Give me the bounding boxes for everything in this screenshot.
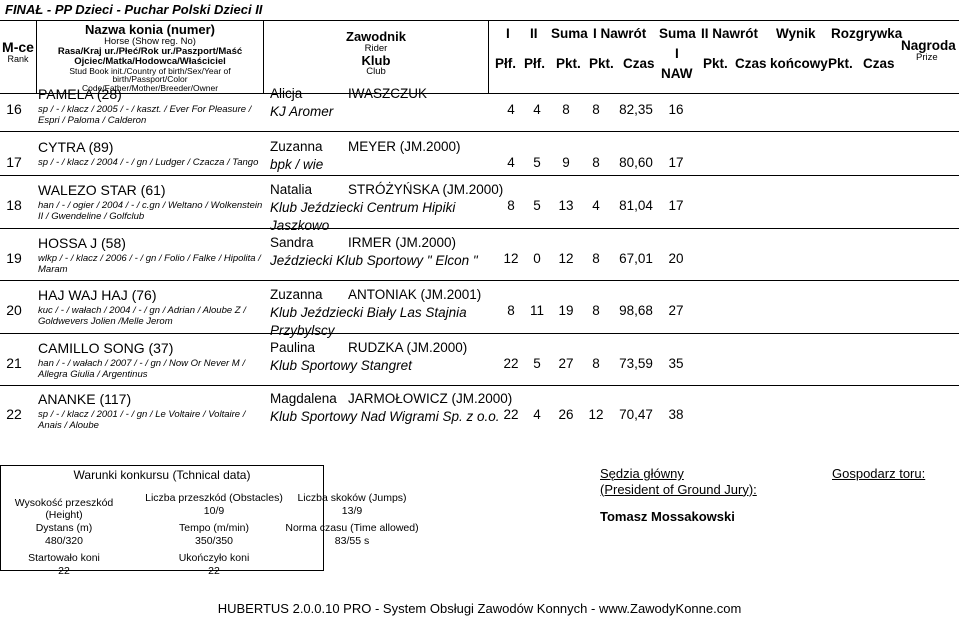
result-czas: 81,04 xyxy=(619,198,653,213)
time-label: Norma czasu (Time allowed) xyxy=(285,522,419,534)
row-divider xyxy=(0,385,959,386)
club-name: Klub Sportowy Stangret xyxy=(270,358,412,373)
distance-value: 480/320 xyxy=(45,535,83,548)
result-suma: 13 xyxy=(558,198,574,213)
club-name: KJ Aromer xyxy=(270,104,334,119)
results-header xyxy=(0,24,959,94)
rider-first-name: Paulina xyxy=(270,340,316,355)
header-II-nawrot: II Nawrót xyxy=(701,26,759,41)
obstacles-cell xyxy=(139,492,289,518)
header-plf2: Płf. xyxy=(524,56,546,71)
tempo-label: Tempo (m/min) xyxy=(178,522,249,534)
rider-first-name: Zuzanna xyxy=(270,287,323,302)
result-i-naw: 35 xyxy=(668,356,684,371)
rider-last-name: STRÓŻYŃSKA (JM.2000) xyxy=(348,182,504,197)
judge-name: Tomasz Mossakowski xyxy=(600,509,735,524)
result-I: 8 xyxy=(507,198,515,213)
header-pkt2: Pkt. xyxy=(589,56,614,71)
header-prize: Prize xyxy=(916,52,938,63)
finished-cell xyxy=(139,552,289,578)
club-name: Jeździecki Klub Sportowy " Elcon " xyxy=(270,253,478,268)
row-divider xyxy=(0,131,959,132)
rank-number: 19 xyxy=(6,250,22,266)
judge-label-en: (President of Ground Jury): xyxy=(600,481,757,497)
row-divider xyxy=(0,333,959,334)
result-i-naw: 17 xyxy=(668,155,684,170)
rank-number: 22 xyxy=(6,406,22,422)
rider-last-name: IWASZCZUK xyxy=(348,86,427,101)
header-nawrot-sub1: I xyxy=(675,46,679,61)
rank-number: 17 xyxy=(6,154,22,170)
result-suma: 27 xyxy=(558,356,574,371)
rider-last-name: RUDZKA (JM.2000) xyxy=(348,340,468,355)
result-suma: 9 xyxy=(562,155,570,170)
result-czas: 70,47 xyxy=(619,407,653,422)
rider-first-name: Natalia xyxy=(270,182,313,197)
result-I: 4 xyxy=(507,155,515,170)
header-czas2: Czas xyxy=(735,56,767,71)
header-pkt3: Pkt. xyxy=(703,56,728,71)
horse-info: han / - / wałach / 2007 / - / gn / Now Or Never M / Allegra Giulia / Argentinus xyxy=(38,358,245,381)
result-nawrot: 8 xyxy=(592,102,600,117)
result-I: 4 xyxy=(507,102,515,117)
horse-name: PAMELA (28) xyxy=(38,86,122,102)
jumps-label: Liczba skoków (Jumps) xyxy=(297,492,407,504)
obstacles-label: Liczba przeszkód (Obstacles) xyxy=(145,492,283,504)
row-divider xyxy=(0,280,959,281)
result-II: 5 xyxy=(533,198,541,213)
rank-number: 16 xyxy=(6,101,22,117)
club-name: bpk / wie xyxy=(270,157,324,172)
result-czas: 80,60 xyxy=(619,155,653,170)
header-suma: Suma xyxy=(551,26,588,41)
horse-info: kuc / - / wałach / 2004 / - / gn / Adrian / Aloube Z / Goldwevers Jolien /Melle Jerom xyxy=(38,305,246,328)
result-czas: 98,68 xyxy=(619,303,653,318)
rider-first-name: Sandra xyxy=(270,235,314,250)
result-II: 5 xyxy=(533,356,541,371)
title-bar xyxy=(0,0,959,21)
conditions-title: Warunki konkursu (Tchnical data) xyxy=(73,468,251,482)
result-II: 4 xyxy=(533,407,541,422)
result-nawrot: 8 xyxy=(592,155,600,170)
horse-name: CAMILLO SONG (37) xyxy=(38,340,174,356)
rank-number: 18 xyxy=(6,197,22,213)
result-nawrot: 8 xyxy=(592,356,600,371)
rider-first-name: Alicja xyxy=(270,86,303,101)
horse-header-line6: Code/Father/Mother/Breeder/Owner xyxy=(81,83,219,94)
result-II: 5 xyxy=(533,155,541,170)
horse-name: HOSSA J (58) xyxy=(38,235,126,251)
rider-last-name: JARMOŁOWICZ (JM.2000) xyxy=(348,391,513,406)
tempo-value: 350/350 xyxy=(195,535,233,548)
started-cell xyxy=(0,552,128,578)
result-nawrot: 8 xyxy=(592,251,600,266)
header-I: I xyxy=(506,26,510,41)
result-I: 22 xyxy=(503,407,519,422)
horse-name: CYTRA (89) xyxy=(38,139,114,155)
header-I-nawrot: I Nawrót xyxy=(593,26,647,41)
header-pkt1: Pkt. xyxy=(556,56,581,71)
distance-cell xyxy=(0,522,128,548)
header-wynik: Wynik xyxy=(776,26,816,41)
header-nawrot-sub2: NAW xyxy=(661,66,693,81)
result-i-naw: 16 xyxy=(668,102,684,117)
horse-name: ANANKE (117) xyxy=(38,391,132,407)
result-II: 11 xyxy=(529,303,544,318)
result-suma: 26 xyxy=(558,407,574,422)
rider-last-name: MEYER (JM.2000) xyxy=(348,139,461,154)
header-rozgrywka: Rozgrywka xyxy=(831,26,903,41)
result-suma: 19 xyxy=(558,303,574,318)
horse-name: HAJ WAJ HAJ (76) xyxy=(38,287,157,303)
row-divider xyxy=(0,228,959,229)
rank-number: 20 xyxy=(6,302,22,318)
header-mce: M-ce xyxy=(2,39,34,55)
time-value: 83/55 s xyxy=(334,535,370,548)
horse-info: wlkp / - / klacz / 2006 / - / gn / Folio / Falke / Hipolita / Maram xyxy=(38,253,261,276)
club-header-title: Klub xyxy=(361,52,391,68)
jumps-value: 13/9 xyxy=(341,505,363,518)
horse-name: WALEZO STAR (61) xyxy=(38,182,166,198)
club-name: Klub Jeździecki Centrum Hipiki Jaszkowo xyxy=(270,200,456,234)
rider-first-name: Magdalena xyxy=(270,391,337,406)
height-label: Wysokość przeszkód (Height) xyxy=(14,497,114,521)
result-czas: 82,35 xyxy=(619,102,653,117)
result-I: 22 xyxy=(503,356,519,371)
header-plf1: Płf. xyxy=(495,56,517,71)
horse-info: sp / - / klacz / 2001 / - / gn / Le Voltaire / Voltaire / Anais / Aloube xyxy=(38,409,246,432)
result-i-naw: 17 xyxy=(668,198,684,213)
finished-value: 22 xyxy=(208,565,220,578)
result-i-naw: 38 xyxy=(668,407,684,422)
result-i-naw: 27 xyxy=(668,303,684,318)
result-suma: 12 xyxy=(558,251,574,266)
result-II: 4 xyxy=(533,102,541,117)
rider-last-name: IRMER (JM.2000) xyxy=(348,235,457,250)
club-name: Klub Jeździecki Biały Las Stajnia Przybylscy xyxy=(270,305,467,339)
distance-label: Dystans (m) xyxy=(35,522,93,534)
horse-info: sp / - / klacz / 2005 / - / kaszt. / Ever For Pleasure / Espri / Paloma / Calderon xyxy=(38,104,252,127)
started-value: 22 xyxy=(58,565,70,578)
rank-number: 21 xyxy=(6,355,22,371)
row-divider xyxy=(0,175,959,176)
result-nawrot: 12 xyxy=(588,407,604,422)
time-cell xyxy=(282,522,422,548)
horse-header-line5: Stud Book init./Country of birth/Sex/Year of birth/Passport/Color xyxy=(69,65,231,85)
rider-first-name: Zuzanna xyxy=(270,139,323,154)
result-II: 0 xyxy=(533,251,541,266)
result-I: 8 xyxy=(507,303,515,318)
header-czas1: Czas xyxy=(623,56,655,71)
judge-label: Sędzia główny xyxy=(600,466,684,481)
obstacles-value: 10/9 xyxy=(203,505,225,518)
host-label: Gospodarz toru: xyxy=(832,466,926,481)
header-nagroda: Nagroda xyxy=(901,38,956,53)
horse-header-line3: Rasa/Kraj ur./Płeć/Rok ur./Paszport/Maść xyxy=(57,45,243,57)
horse-info: sp / - / klacz / 2004 / - / gn / Ludger / Czacza / Tango xyxy=(38,157,259,168)
result-nawrot: 8 xyxy=(592,303,600,318)
horse-header-title: Nazwa konia (numer) xyxy=(84,22,216,37)
horse-info: han / - / ogier / 2004 / - / c.gn / Weltano / Wolkenstein II / Gwendeline / Golfclub xyxy=(38,200,263,223)
horse-header-sub: Horse (Show reg. No) xyxy=(104,35,196,47)
header-koncowy: końcowy xyxy=(770,56,828,71)
rider-header-title: Zawodnik xyxy=(346,29,406,44)
club-name: Klub Sportowy Nad Wigrami Sp. z o.o. xyxy=(270,409,500,424)
result-i-naw: 20 xyxy=(668,251,684,266)
result-nawrot: 4 xyxy=(592,198,600,213)
horse-header-line4: Ojciec/Matka/Hodowca/Właściciel xyxy=(74,55,226,67)
result-suma: 8 xyxy=(562,102,570,117)
tempo-cell xyxy=(139,522,289,548)
header-suma2: Suma xyxy=(659,26,696,41)
finished-label: Ukończyło koni xyxy=(178,552,250,564)
rider-last-name: ANTONIAK (JM.2001) xyxy=(348,287,482,302)
rider-header-sub: Rider xyxy=(364,42,388,54)
header-rank: Rank xyxy=(7,54,29,64)
club-header-sub: Club xyxy=(366,66,386,78)
header-II: II xyxy=(530,26,538,41)
header-pkt4: Pkt. xyxy=(828,56,853,71)
header-czas3: Czas xyxy=(863,56,895,71)
jumps-cell xyxy=(282,492,422,518)
judge-block xyxy=(600,466,757,497)
footer: HUBERTUS 2.0.0.10 PRO - System Obsługi Zawodów Konnych - www.ZawodyKonne.com xyxy=(217,601,742,616)
result-czas: 67,01 xyxy=(619,251,653,266)
result-czas: 73,59 xyxy=(619,356,653,371)
started-label: Startowało koni xyxy=(28,552,100,564)
page-title: FINAŁ - PP Dzieci - Puchar Polski Dzieci II xyxy=(5,2,263,17)
result-I: 12 xyxy=(503,251,519,266)
